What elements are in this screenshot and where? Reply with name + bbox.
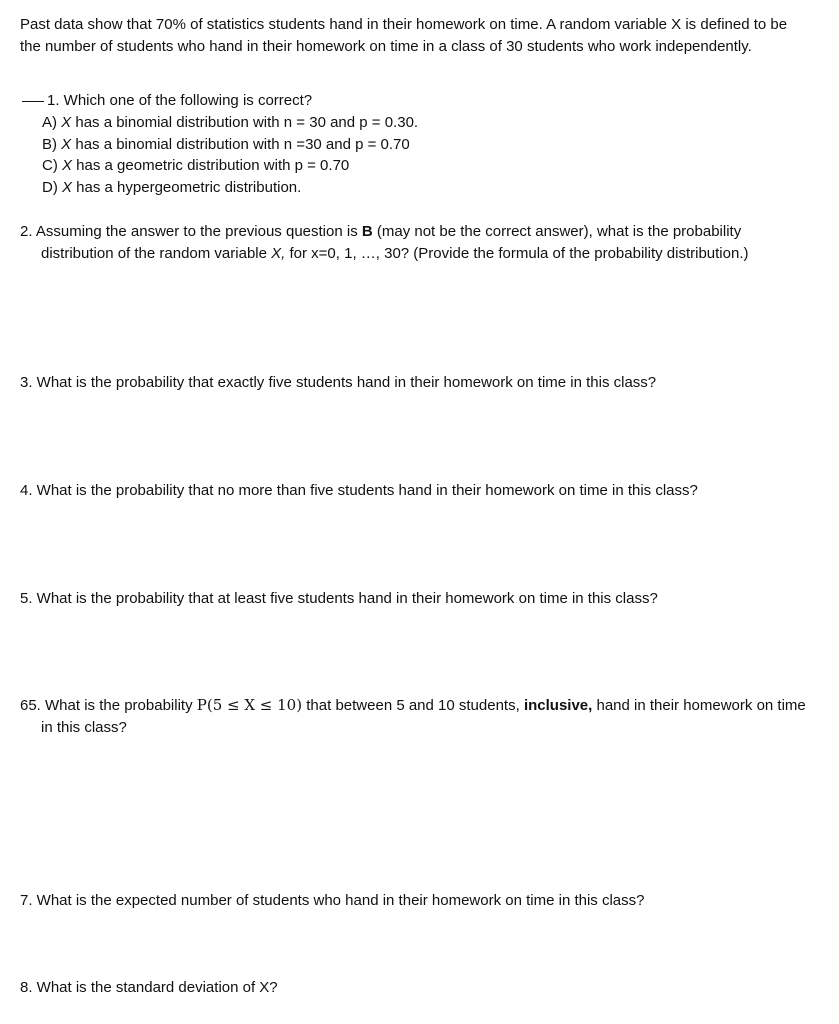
question-2: [20, 221, 809, 264]
option-c-var: X: [62, 157, 73, 174]
question-6-text-b: that between 5 and 10 students,: [302, 697, 524, 714]
question-6-math: P(5 ≤ X ≤ 10): [196, 696, 303, 714]
question-3: [20, 372, 809, 394]
option-c-label: C): [42, 157, 58, 174]
option-d-text: has a hypergeometric distribution.: [72, 178, 302, 196]
option-b: [42, 134, 410, 156]
option-c: [42, 155, 349, 177]
question-8: [20, 977, 809, 999]
option-c-text: has a geometric distribution with p = 0.70: [72, 157, 350, 174]
question-4: [20, 480, 809, 502]
question-2-text-b: (may not be the correct answer), what is the probability distribution of the random variable: [41, 223, 742, 262]
option-a-var: X: [61, 114, 72, 131]
question-7: [20, 890, 809, 912]
intro-text: Past data show that 70% of statistics students hand in their homework on time. A random variable X is defined to be the number of students who hand in their homework on time in a class of 30 students who work independently.: [20, 16, 788, 55]
question-1: [22, 90, 809, 112]
question-2-text-a: 2. Assuming the answer to the previous question is: [20, 223, 362, 240]
question-6-text-a: 65. What is the probability: [20, 697, 197, 714]
question-6-text-c: hand in their homework on time in this class?: [41, 697, 806, 736]
question-6: [20, 695, 809, 738]
question-2-text-c: for x=0, 1, …, 30? (Provide the formula of the probability distribution.): [285, 244, 749, 262]
option-a-text: has a binomial distribution with n = 30 and p = 0.30.: [71, 114, 419, 131]
question-7-text: 7. What is the expected number of students who hand in their homework on time in this class?: [20, 892, 645, 909]
option-d-var: X: [62, 178, 73, 196]
question-8-text: 8. What is the standard deviation of X?: [20, 979, 278, 996]
option-b-text: has a binomial distribution with n =30 and p = 0.70: [71, 135, 410, 153]
option-d: [42, 177, 301, 199]
question-3-text: 3. What is the probability that exactly five students hand in their homework on time in this class?: [20, 374, 657, 391]
answer-blank[interactable]: [22, 101, 44, 102]
question-5: [20, 588, 809, 610]
option-a: [42, 112, 418, 134]
question-6-bold: inclusive,: [523, 697, 593, 714]
option-b-label: B): [42, 135, 57, 153]
question-5-text: 5. What is the probability that at least five students hand in their homework on time in this class?: [20, 590, 658, 607]
option-a-label: A): [42, 114, 57, 131]
option-b-var: X: [61, 135, 72, 153]
intro-paragraph: [20, 14, 809, 57]
option-d-label: D): [42, 178, 58, 196]
question-2-var: X,: [271, 244, 286, 262]
question-2-bold: B: [361, 223, 373, 240]
question-4-text: 4. What is the probability that no more than five students hand in their homework on time in this class?: [20, 482, 698, 499]
question-1-text: 1. Which one of the following is correct?: [47, 92, 313, 109]
